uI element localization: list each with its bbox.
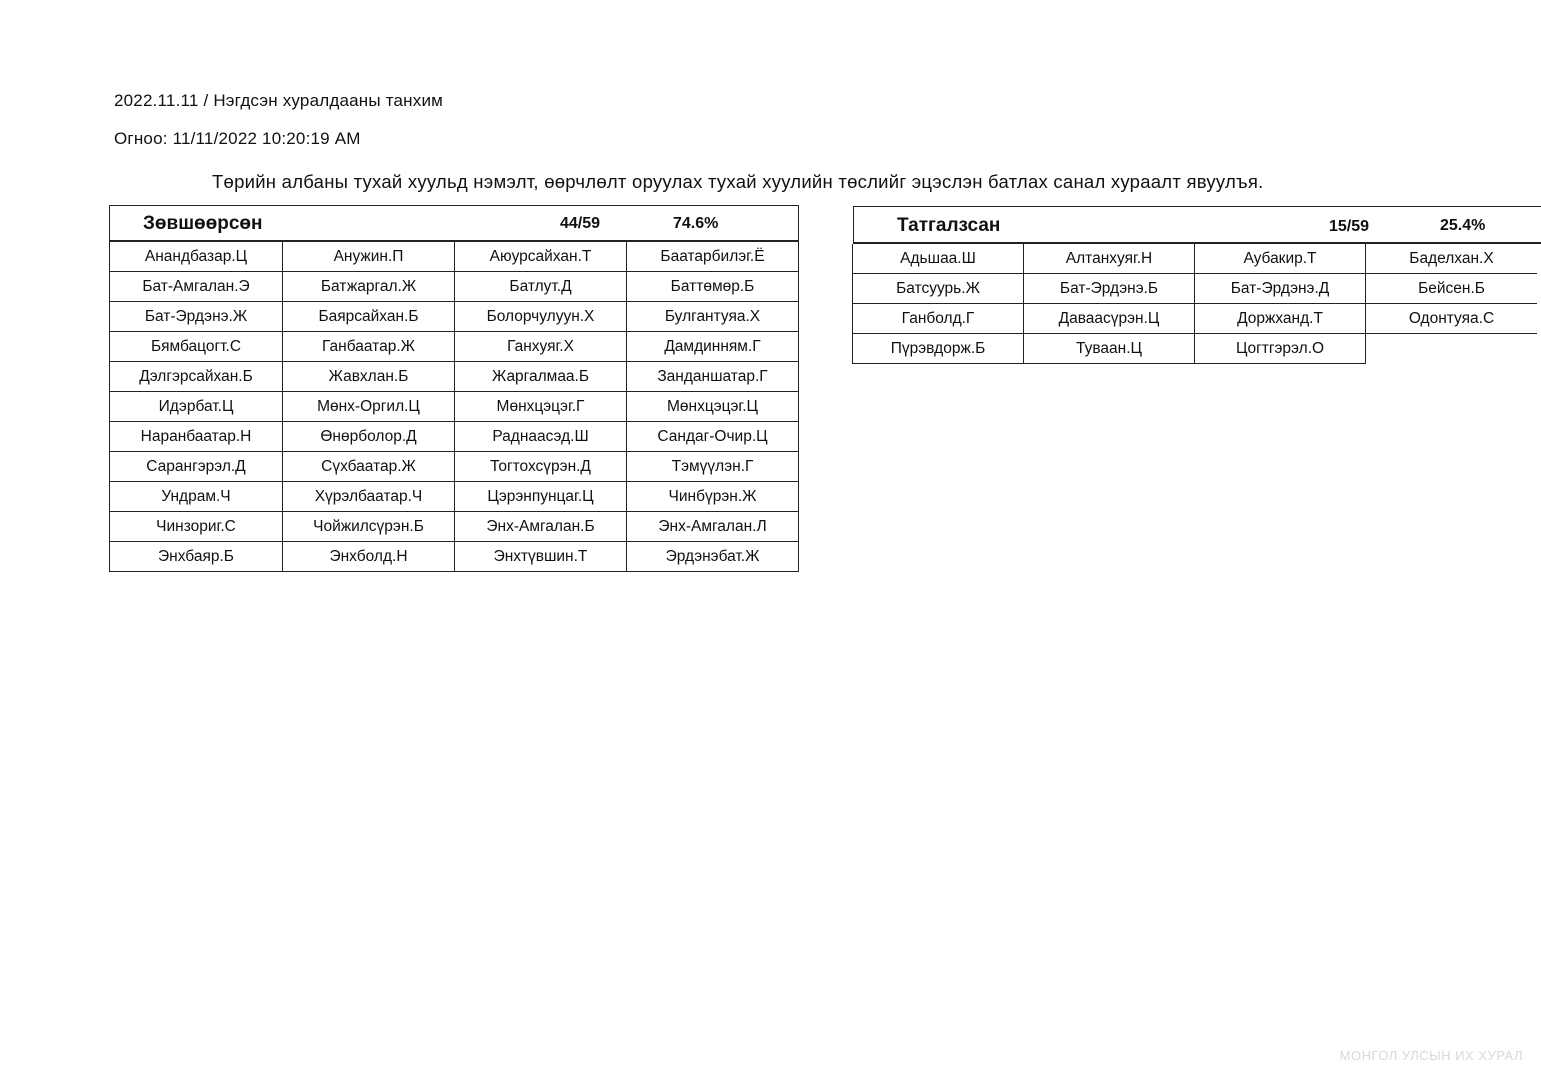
approved-name-cell: Жавхлан.Б <box>283 362 455 392</box>
rejected-title: Татгалзсан <box>897 215 1001 236</box>
rejected-name-cell: Туваан.Ц <box>1023 334 1195 364</box>
approved-header <box>109 205 799 242</box>
approved-name-cell: Өнөрболор.Д <box>283 422 455 452</box>
rejected-name-cell: Цогтгэрэл.О <box>1194 334 1366 364</box>
approved-name-cell: Аюурсайхан.Т <box>455 242 627 272</box>
approved-name-cell: Анандбазар.Ц <box>110 242 283 272</box>
rejected-name-cell: Одонтуяа.С <box>1365 304 1537 334</box>
rejected-name-cell: Алтанхуяг.Н <box>1023 244 1195 274</box>
rejected-name-cell: Батсуурь.Ж <box>852 274 1024 304</box>
approved-name-cell: Чинзориг.С <box>110 512 283 542</box>
approved-name-cell: Баярсайхан.Б <box>283 302 455 332</box>
approved-name-cell: Дэлгэрсайхан.Б <box>110 362 283 392</box>
approved-name-cell: Энхтүвшин.Т <box>455 542 627 572</box>
watermark: МОНГОЛ УЛСЫН ИХ ХУРАЛ <box>1339 1048 1523 1063</box>
approved-name-cell: Тогтохсүрэн.Д <box>455 452 627 482</box>
rejected-name-cell: Бат-Эрдэнэ.Б <box>1023 274 1195 304</box>
approved-name-cell: Раднаасэд.Ш <box>455 422 627 452</box>
rejected-name-cell: Даваасүрэн.Ц <box>1023 304 1195 334</box>
approved-name-cell: Хүрэлбаатар.Ч <box>283 482 455 512</box>
approved-name-cell: Баатарбилэг.Ё <box>627 242 799 272</box>
approved-name-cell: Чинбүрэн.Ж <box>627 482 799 512</box>
approved-name-cell: Анужин.П <box>283 242 455 272</box>
rejected-names-grid <box>853 244 1541 364</box>
approved-name-cell: Ганбаатар.Ж <box>283 332 455 362</box>
motion-text: Төрийн албаны тухай хуульд нэмэлт, өөрчлөлт оруулах тухай хуулийн төслийг эцэслэн батлах санал хураалт явуулъя. <box>212 171 1264 192</box>
rejected-count: 15/59 <box>1329 218 1370 235</box>
approved-name-cell: Болорчулуун.Х <box>455 302 627 332</box>
approved-name-cell: Дамдинням.Г <box>627 332 799 362</box>
approved-name-cell: Бат-Амгалан.Э <box>110 272 283 302</box>
date-line: Огноо: 11/11/2022 10:20:19 AM <box>114 129 361 148</box>
approved-name-cell: Энхбаяр.Б <box>110 542 283 572</box>
approved-names-grid <box>109 242 799 572</box>
approved-name-cell: Энх-Амгалан.Л <box>627 512 799 542</box>
rejected-name-cell: Бат-Эрдэнэ.Д <box>1194 274 1366 304</box>
approved-title: Зөвшөөрсөн <box>143 213 263 234</box>
approved-name-cell: Мөнх-Оргил.Ц <box>283 392 455 422</box>
approved-name-cell: Сандаг-Очир.Ц <box>627 422 799 452</box>
approved-name-cell: Идэрбат.Ц <box>110 392 283 422</box>
approved-name-cell: Бямбацогт.С <box>110 332 283 362</box>
approved-name-cell: Булгантуяа.Х <box>627 302 799 332</box>
approved-name-cell: Тэмүүлэн.Г <box>627 452 799 482</box>
rejected-block <box>853 206 1541 364</box>
approved-name-cell: Энх-Амгалан.Б <box>455 512 627 542</box>
approved-name-cell: Сарангэрэл.Д <box>110 452 283 482</box>
approved-name-cell: Жаргалмаа.Б <box>455 362 627 392</box>
rejected-name-cell: Аубакир.Т <box>1194 244 1366 274</box>
rejected-name-cell: Бейсен.Б <box>1365 274 1537 304</box>
approved-name-cell: Ганхуяг.Х <box>455 332 627 362</box>
approved-name-cell: Мөнхцэцэг.Г <box>455 392 627 422</box>
approved-name-cell: Цэрэнпунцаг.Ц <box>455 482 627 512</box>
approved-name-cell: Баттөмөр.Б <box>627 272 799 302</box>
approved-percent: 74.6% <box>673 215 719 232</box>
approved-name-cell: Бат-Эрдэнэ.Ж <box>110 302 283 332</box>
approved-name-cell: Занданшатар.Г <box>627 362 799 392</box>
rejected-name-cell: Баделхан.Х <box>1365 244 1537 274</box>
approved-name-cell: Ундрам.Ч <box>110 482 283 512</box>
approved-name-cell: Мөнхцэцэг.Ц <box>627 392 799 422</box>
approved-name-cell: Батжаргал.Ж <box>283 272 455 302</box>
rejected-name-cell: Пүрэвдорж.Б <box>852 334 1024 364</box>
session-line: 2022.11.11 / Нэгдсэн хуралдааны танхим <box>114 91 444 110</box>
approved-count: 44/59 <box>560 215 601 232</box>
approved-name-cell: Сүхбаатар.Ж <box>283 452 455 482</box>
approved-name-cell: Энхболд.Н <box>283 542 455 572</box>
rejected-name-cell: Адьшаа.Ш <box>852 244 1024 274</box>
approved-name-cell: Чойжилсүрэн.Б <box>283 512 455 542</box>
rejected-percent: 25.4% <box>1440 217 1486 234</box>
rejected-name-cell: Доржханд.Т <box>1194 304 1366 334</box>
approved-name-cell: Эрдэнэбат.Ж <box>627 542 799 572</box>
rejected-name-cell: Ганболд.Г <box>852 304 1024 334</box>
rejected-header <box>853 206 1541 244</box>
approved-name-cell: Наранбаатар.Н <box>110 422 283 452</box>
approved-block <box>109 205 799 572</box>
approved-name-cell: Батлут.Д <box>455 272 627 302</box>
